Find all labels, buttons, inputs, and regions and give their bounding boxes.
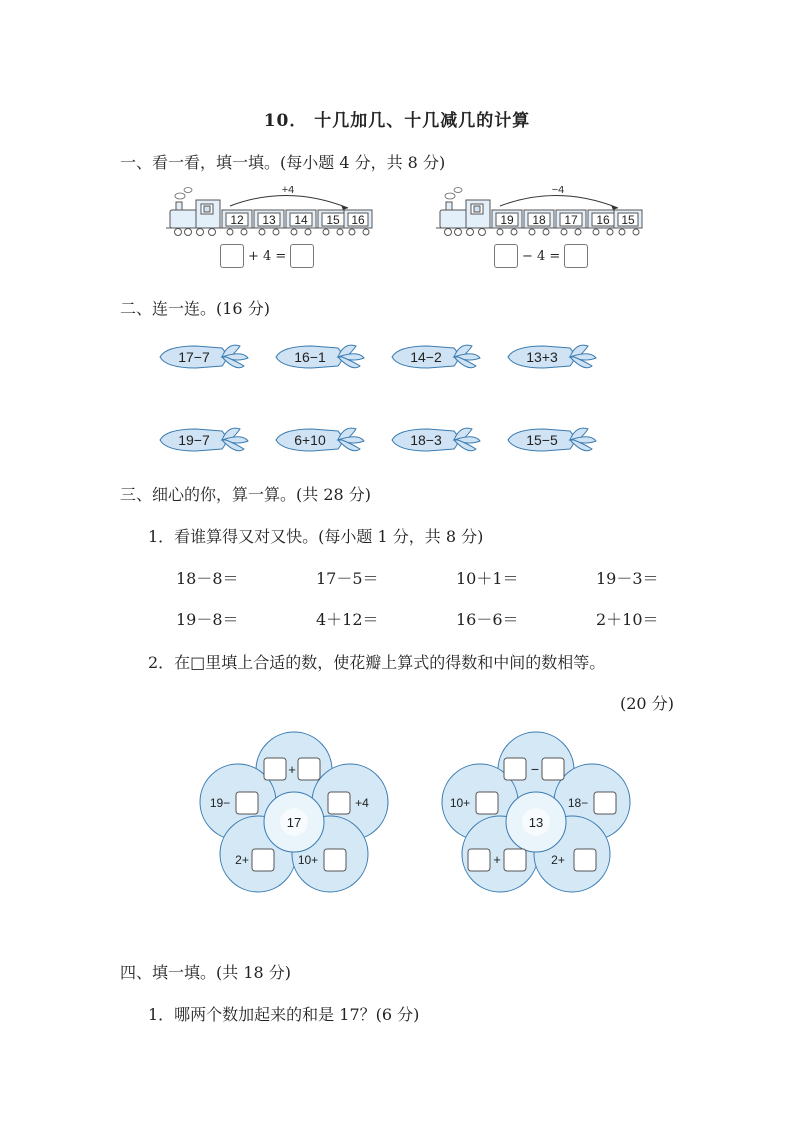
carrot-leaf-icon	[570, 345, 596, 368]
carrot-row-1	[156, 336, 616, 378]
carrot-5	[160, 428, 248, 451]
answer-box	[328, 792, 350, 814]
answer-box	[298, 758, 320, 780]
answer-box	[504, 849, 526, 871]
calc-item: 17－5＝	[316, 569, 379, 588]
petal-label: 2+	[235, 853, 249, 867]
carrot-expression: 13+3	[526, 349, 558, 365]
calc-item: 16－6＝	[456, 610, 519, 629]
train-car-number: 15	[621, 213, 635, 227]
petal-label: 19−	[209, 796, 231, 810]
carrot-leaf-icon	[454, 428, 480, 451]
carrot-expression: 19−7	[178, 432, 210, 448]
petal-operator: −	[530, 761, 540, 777]
section-4-heading: 四、填一填。(共 18 分)	[120, 963, 292, 982]
carrot-row-2	[156, 419, 616, 461]
arc-arrow	[230, 195, 348, 208]
train-car-number: 17	[564, 213, 578, 227]
smoke-icon	[175, 193, 185, 199]
answer-box[interactable]	[220, 244, 244, 268]
flower-2	[438, 730, 634, 894]
carrot-expression: 6+10	[294, 432, 326, 448]
arc-label: −4	[551, 186, 565, 196]
carrot-leaf-icon	[222, 428, 248, 451]
calc-item: 19－3＝	[596, 569, 659, 588]
section-4-question-1: 1．哪两个数加起来的和是 17？(6 分)	[148, 1005, 420, 1024]
train-car-number: 18	[532, 213, 546, 227]
petal-label: +4	[355, 796, 369, 810]
smoke-icon	[445, 193, 455, 199]
carrot-2	[276, 345, 364, 368]
question-2-points: (20 分)	[620, 694, 674, 713]
section-3-heading: 三、细心的你，算一算。(共 28 分)	[120, 485, 372, 504]
train-car-number: 14	[294, 213, 308, 227]
petal-label: 10+	[297, 853, 319, 867]
equation-operator: + 4 =	[248, 248, 287, 264]
answer-box[interactable]	[290, 244, 314, 268]
train-2	[436, 186, 646, 242]
carrot-expression: 16−1	[294, 349, 326, 365]
carrot-3	[392, 345, 480, 368]
petal-label: 10+	[449, 796, 471, 810]
flower-1	[196, 730, 392, 894]
answer-box	[504, 758, 526, 780]
calc-item: 10＋1＝	[456, 569, 519, 588]
carrot-6	[276, 428, 364, 451]
carrot-expression: 14−2	[410, 349, 442, 365]
train-2-equation	[494, 244, 588, 268]
answer-box	[594, 792, 616, 814]
carrot-leaf-icon	[454, 345, 480, 368]
center-number: 13	[528, 815, 544, 830]
train-1-equation	[220, 244, 314, 268]
petal-operator: +	[288, 762, 296, 777]
answer-box[interactable]	[564, 244, 588, 268]
calc-item: 2＋10＝	[596, 610, 659, 629]
equation-operator: − 4 =	[522, 248, 561, 264]
carrot-expression: 17−7	[178, 349, 210, 365]
train-1	[166, 186, 376, 242]
answer-box	[236, 792, 258, 814]
petal-operator: +	[493, 852, 501, 867]
carrot-leaf-icon	[570, 428, 596, 451]
train-car-number: 15	[326, 213, 340, 227]
answer-box	[264, 758, 286, 780]
locomotive-icon	[436, 200, 492, 236]
carrot-expression: 18−3	[410, 432, 442, 448]
carrot-1	[160, 345, 248, 368]
answer-box	[574, 849, 596, 871]
answer-box	[476, 792, 498, 814]
train-car-number: 13	[262, 213, 276, 227]
section-1-heading: 一、看一看，填一填。(每小题 4 分，共 8 分)	[120, 153, 446, 172]
section-2-heading: 二、连一连。(16 分)	[120, 299, 270, 318]
section-3-question-2: 2．在□里填上合适的数，使花瓣上算式的得数和中间的数相等。	[148, 653, 606, 672]
page-title: 10． 十几加几、十几减几的计算	[263, 111, 531, 131]
train-car-number: 16	[596, 213, 610, 227]
petal-label: 2+	[551, 853, 565, 867]
carrot-leaf-icon	[338, 345, 364, 368]
answer-box	[542, 758, 564, 780]
carrot-leaf-icon	[338, 428, 364, 451]
carrot-4	[508, 345, 596, 368]
arc-label: +4	[281, 186, 295, 196]
calc-item: 18－8＝	[176, 569, 239, 588]
section-3-question-1: 1．看谁算得又对又快。(每小题 1 分，共 8 分)	[148, 527, 484, 546]
train-car-number: 12	[230, 213, 244, 227]
carrot-8	[508, 428, 596, 451]
train-car-number: 19	[500, 213, 514, 227]
carrot-7	[392, 428, 480, 451]
calc-item: 19－8＝	[176, 610, 239, 629]
carrot-leaf-icon	[222, 345, 248, 368]
arc-arrow	[500, 195, 618, 208]
answer-box	[468, 849, 490, 871]
locomotive-icon	[166, 200, 222, 236]
answer-box[interactable]	[494, 244, 518, 268]
train-car-number: 16	[351, 213, 365, 227]
answer-box	[324, 849, 346, 871]
carrot-expression: 15−5	[526, 432, 558, 448]
petal-label: 18−	[567, 796, 589, 810]
calc-item: 4＋12＝	[316, 610, 379, 629]
center-number: 17	[286, 815, 302, 830]
answer-box	[252, 849, 274, 871]
